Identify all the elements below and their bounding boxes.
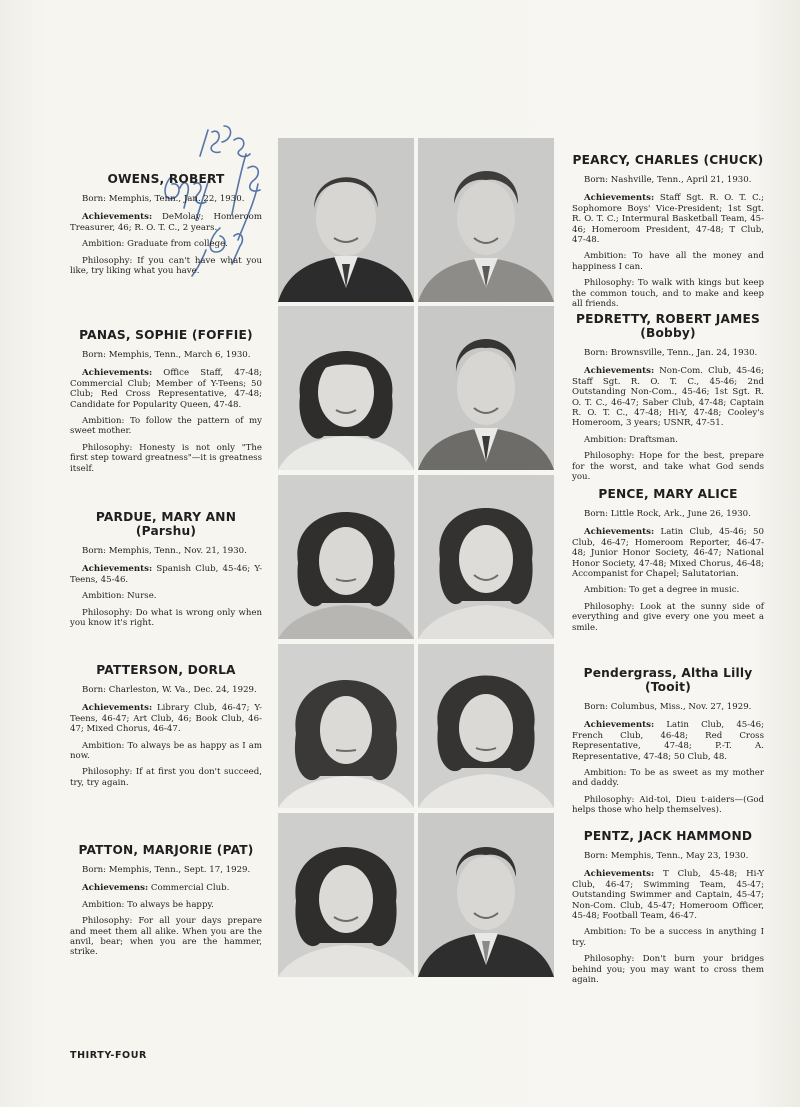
portrait-photo-pedretty <box>418 306 554 470</box>
student-name: PARDUE, MARY ANN (Parshu) <box>95 510 237 538</box>
portrait-photo-pearcy <box>418 138 554 302</box>
ambition: Ambition: Draftsman. <box>584 434 678 445</box>
achievements: Achievements: Library Club, 46-47; Y-Teens, 46-47; Art Club, 46; Book Club, 46-47; Mixed Chorus, 46-47. <box>70 703 262 735</box>
philosophy: Philosophy: Do what is wrong only when you know it's right. <box>70 607 262 629</box>
student-name: PANAS, SOPHIE (FOFFIE) <box>79 328 253 342</box>
student-name: PEARCY, CHARLES (CHUCK) <box>572 153 764 167</box>
page-number: THIRTY-FOUR <box>70 1050 147 1061</box>
achievements: Achievements: Office Staff, 47-48; Commercial Club; Member of Y-Teens; 50 Club; Red Cross Representative, 47-48; Candidate for Popularity Queen, 47-48. <box>70 368 262 410</box>
birth-info: Born: Memphis, Tenn., Jan. 22, 1930. <box>82 194 245 204</box>
achievements: Achievements: DeMolay; Homeroom Treasurer, 46; R. O. T. C., 2 years. <box>70 212 262 233</box>
student-name: PATTERSON, DORLA <box>96 663 236 677</box>
ambition: Ambition: To be a success in anything I try. <box>572 927 764 948</box>
philosophy: Philosophy: Don't burn your bridges behind you; you may want to cross them again. <box>572 954 764 986</box>
philosophy: Philosophy: For all your days prepare and meet them all alike. When you are the anvil, bear; when you are the hammer, strike. <box>70 916 262 958</box>
ambition: Ambition: Graduate from college. <box>82 239 228 250</box>
birth-info: Born: Nashville, Tenn., April 21, 1930. <box>584 175 752 185</box>
birth-info: Born: Little Rock, Ark., June 26, 1930. <box>584 509 751 519</box>
student-nickname: (Bobby) <box>640 326 696 340</box>
student-entry-pence <box>572 487 764 639</box>
philosophy: Philosophy: If you can't have what you like, try liking what you have. <box>70 255 262 277</box>
ambition: Ambition: To get a degree in music. <box>584 585 740 596</box>
achievements: Achievements: Latin Club, 45-46; 50 Club, 46-47; Homeroom Reporter, 46-47-48; Junior Honor Society, 46-47; National Honor Society, 47-48; Mixed Chorus, 46-48; Accompanist for Chapel; Salutatorian. <box>572 527 764 580</box>
achievements: Achievements: Non-Com. Club, 45-46; Staff Sgt. R. O. T. C., 45-46; 2nd Outstanding Non-Com., 45-46; 1st Sgt. R. O. T. C., 46-47; Saber Club, 47-48; Captain R. O. T. C., 47-48; Hi-Y, 47-48; Cooley's Homeroom, 3 years; USNR, 47-51. <box>572 366 764 429</box>
portrait-photo-patton <box>278 813 414 977</box>
birth-info: Born: Memphis, Tenn., March 6, 1930. <box>82 350 251 360</box>
ambition: Ambition: To always be as happy as I am now. <box>70 740 262 762</box>
student-name: PATTON, MARJORIE (PAT) <box>78 843 254 857</box>
portrait-photo-patterson <box>278 644 414 808</box>
student-entry-panas <box>70 328 262 480</box>
philosophy: Philosophy: Aid-toi, Dieu t-aiders—(God helps those who help themselves). <box>572 794 764 816</box>
portrait-photo-panas <box>278 306 414 470</box>
birth-info: Born: Memphis, Tenn., Nov. 21, 1930. <box>82 546 247 556</box>
student-name: PEDRETTY, ROBERT JAMES <box>575 312 761 326</box>
ambition: Ambition: To follow the pattern of my sweet mother. <box>70 416 262 437</box>
birth-info: Born: Memphis, Tenn., Sept. 17, 1929. <box>82 865 251 875</box>
portrait-photo-owens <box>278 138 414 302</box>
portrait-photo-pendergrass <box>418 644 554 808</box>
student-entry-owens <box>70 172 262 282</box>
achievements: Achievements: T Club, 45-48; Hi-Y Club, 46-47; Swimming Team, 45-47; Outstanding Swimmer and Captain, 45-47; Non-Com. Club, 45-47; Homeroom Officer, 45-48; Football Team, 46-47. <box>572 869 764 922</box>
achievements: Achievemens: Commercial Club. <box>82 883 230 894</box>
portrait-photo-pardue <box>278 475 414 639</box>
student-name: PENCE, MARY ALICE <box>598 487 738 501</box>
achievements: Achievements: Latin Club, 45-46; French Club, 46-48; Red Cross Representative, 47-48; P.-T. A. Representative, 47-48; 50 Club, 48. <box>572 720 765 762</box>
philosophy: Philosophy: Hope for the best, prepare for the worst, and take what God sends you. <box>572 451 764 483</box>
philosophy: Philosophy: If at first you don't succeed, try, try again. <box>70 767 262 788</box>
philosophy: Philosophy: Honesty is not only "The first step toward greatness"—it is greatness itself. <box>70 442 262 474</box>
ambition: Ambition: To always be happy. <box>82 899 214 910</box>
birth-info: Born: Memphis, Tenn., May 23, 1930. <box>584 851 749 861</box>
student-name: OWENS, ROBERT <box>107 172 225 186</box>
student-entry-patton <box>70 843 262 964</box>
birth-info: Born: Brownsville, Tenn., Jan. 24, 1930. <box>584 348 758 358</box>
student-entry-patterson <box>70 663 262 794</box>
student-name: Pendergrass, Altha Lilly (Tooit) <box>583 666 753 694</box>
ambition: Ambition: To have all the money and happiness I can. <box>572 251 764 272</box>
student-entry-pendergrass <box>572 666 764 822</box>
portrait-photo-pentz <box>418 813 554 977</box>
philosophy: Philosophy: To walk with kings but keep the common touch, and to make and keep all friends. <box>572 278 764 310</box>
student-entry-pedretty <box>572 312 764 488</box>
philosophy: Philosophy: Look at the sunny side of everything and give every one you meet a smile. <box>572 601 764 633</box>
student-entry-pentz <box>572 829 764 991</box>
achievements: Achievements: Spanish Club, 45-46; Y-Teens, 45-46. <box>70 564 262 585</box>
birth-info: Born: Charleston, W. Va., Dec. 24, 1929. <box>82 685 257 695</box>
student-name: PENTZ, JACK HAMMOND <box>583 829 753 843</box>
ambition: Ambition: To be as sweet as my mother and daddy. <box>572 768 764 789</box>
birth-info: Born: Columbus, Miss., Nov. 27, 1929. <box>584 702 752 712</box>
student-entry-pearcy <box>572 153 764 315</box>
portrait-photo-pence <box>418 475 554 639</box>
achievements: Achievements: Staff Sgt. R. O. T. C.; Sophomore Boys' Vice-President; 1st Sgt. R. O. T. C.; Intermural Basketball Team, 45-46; Homeroom President, 47-48; T Club, 47-48. <box>572 193 765 246</box>
ambition: Ambition: Nurse. <box>82 591 157 602</box>
student-entry-pardue <box>70 510 262 634</box>
